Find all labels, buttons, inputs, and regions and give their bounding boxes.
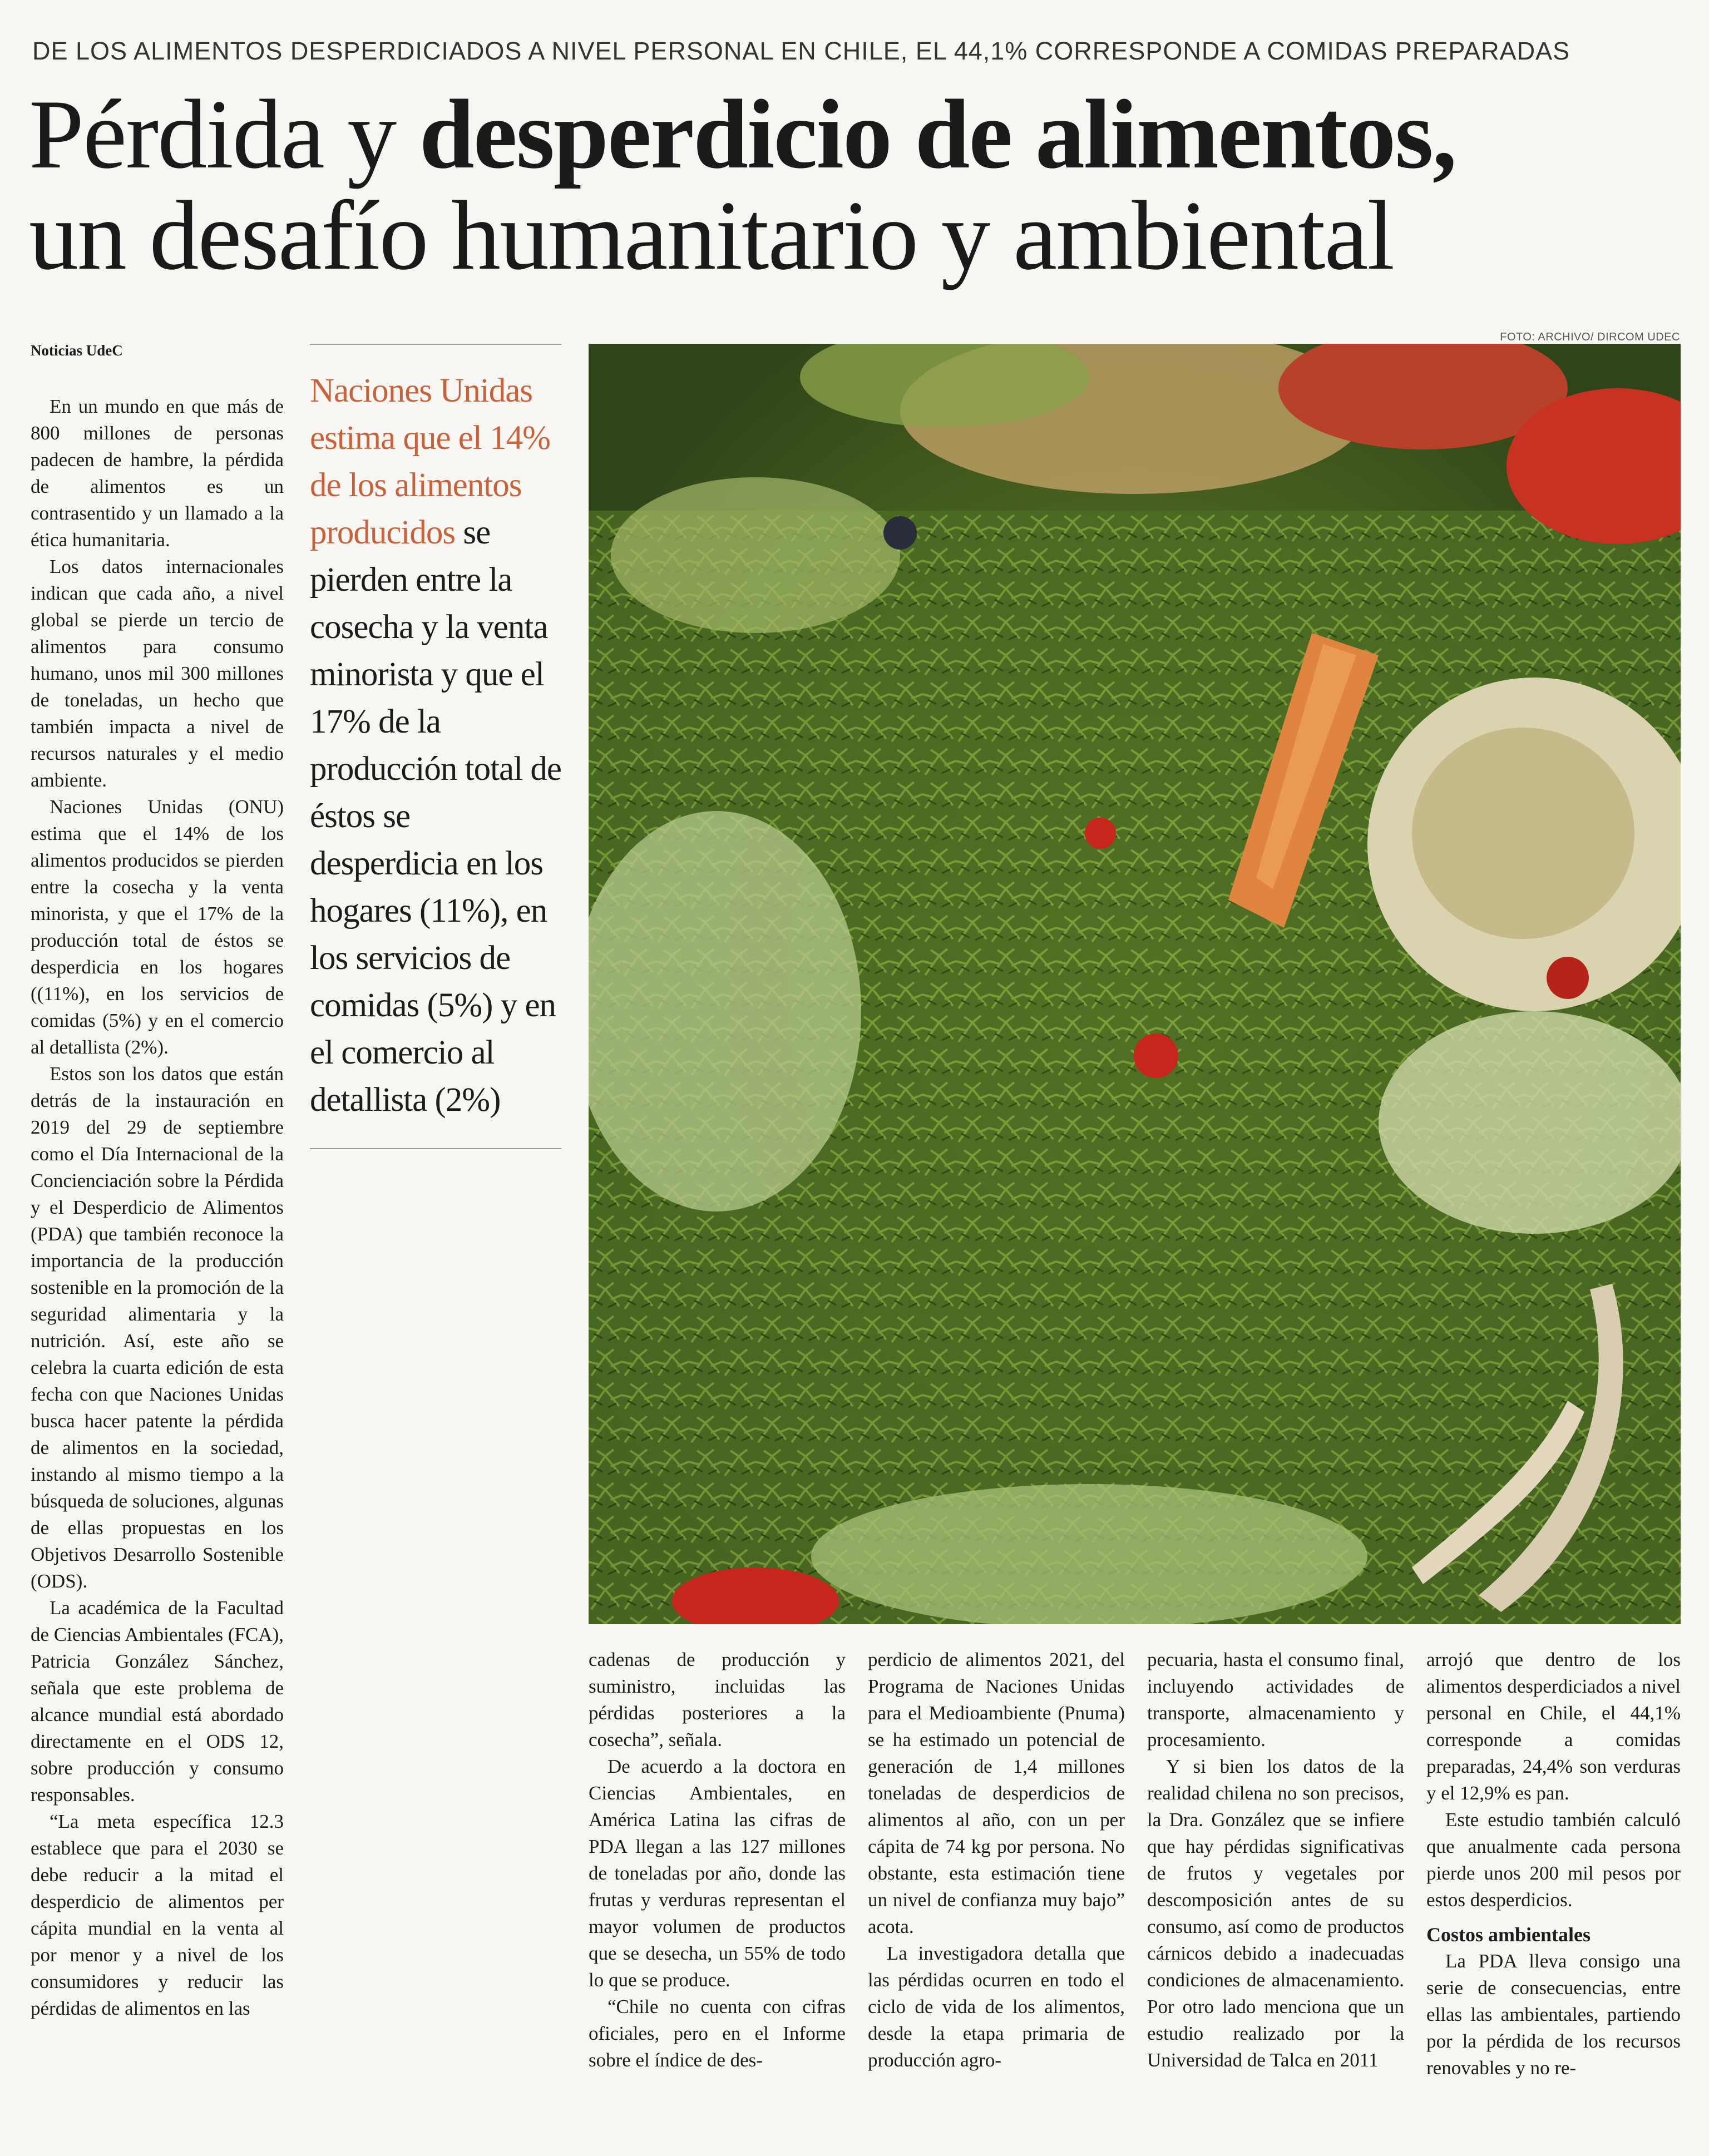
paragraph: cadenas de producción y suministro, incluidas las pérdidas posteriores a la cosecha”, señala.: [589, 1649, 846, 1750]
paragraph: La académica de la Facultad de Ciencias Ambientales (FCA), Patricia González Sánchez, señala que este problema de alcance mundial está abordado directamente en el ODS 12, sobre producción y consumo responsables.: [31, 1597, 284, 1806]
article-column-left: [31, 393, 284, 2134]
paragraph: En un mundo en que más de 800 millones de personas padecen de hambre, la pérdida de alimentos es un contrasentido y un llamado a la ética humanitaria.: [31, 395, 284, 551]
paragraph: Los datos internacionales indican que cada año, a nivel global se pierde un tercio de alimentos para consumo humano, unos mil 300 millones de toneladas, un hecho que también impacta a nivel de recursos naturales y el medio ambiente.: [31, 556, 284, 791]
paragraph: De acuerdo a la doctora en Ciencias Ambientales, en América Latina las cifras de PDA llegan a las 127 millones de toneladas por año, donde las frutas y verduras representan el mayor volumen de productos que se desecha, un 55% de todo lo que se produce.: [589, 1756, 846, 1991]
photo-credit: FOTO: ARCHIVO/ DIRCOM UDEC: [1500, 331, 1680, 343]
paragraph: Naciones Unidas (ONU) estima que el 14% de los alimentos producidos se pierden entre la cosecha y la venta minorista, y que el 17% de la producción total de éstos se desperdicia en los hogares ((11%), en los servicios de comidas (5%) y en el comercio al detallista (2%).: [31, 796, 284, 1058]
paragraph: “Chile no cuenta con cifras oficiales, pero en el Informe sobre el índice de des-: [589, 1996, 846, 2071]
byline: Noticias UdeC: [31, 342, 123, 359]
food-waste-photo: [589, 344, 1681, 1624]
article-column-bottom-1: [589, 1646, 846, 2136]
paragraph: Y si bien los datos de la realidad chilena no son precisos, la Dra. González que se infiere que hay pérdidas significativas de frutos y vegetales por descomposición antes de su consumo, así como de productos cárnicos debido a inadecuadas condiciones de almacenamiento. Por otro lado menciona que un estudio realizado por la Universidad de Talca en 2011: [1147, 1756, 1404, 2071]
kicker: DE LOS ALIMENTOS DESPERDICIADOS A NIVEL PERSONAL EN CHILE, EL 44,1% CORRESPONDE A COMIDAS PREPARADAS: [32, 37, 1570, 65]
paragraph: La investigadora detalla que las pérdidas ocurren en todo el ciclo de vida de los alimentos, desde la etapa primaria de producción agro-: [868, 1942, 1125, 2071]
pullquote: [310, 344, 561, 1149]
paragraph: perdicio de alimentos 2021, del Programa de Naciones Unidas para el Medioambiente (Pnuma) se ha estimado un potencial de generación de 1,4 millones toneladas de desperdicios de alimentos al año, con un per cápita de 74 kg por persona. No obstante, esta estimación tiene un nivel de confianza muy bajo” acota.: [868, 1649, 1125, 1937]
paragraph: La PDA lleva consigo una serie de consecuencias, entre ellas las ambientales, partiendo por la pérdida de los recursos renovables y no re-: [1426, 1950, 1681, 2079]
article-column-bottom-2: [868, 1646, 1125, 2136]
pullquote-rest: se pierden entre la cosecha y la venta minorista y que el 17% de la producción total de éstos se desperdicia en los hogares (11%), en los servicios de comidas (5%) y en el comercio al detallista (2%): [310, 514, 561, 1119]
paragraph: Estos son los datos que están detrás de la instauración en 2019 del 29 de septiembre como el Día Internacional de la Concienciación sobre la Pérdida y el Desperdicio de Alimentos (PDA) que también reconoce la importancia de la producción sostenible en la promoción de la seguridad alimentaria y la nutrición. Así, este año se celebra la cuarta edición de esta fecha con que Naciones Unidas busca hacer patente la pérdida de alimentos en la sociedad, instando al mismo tiempo a la búsqueda de soluciones, algunas de ellas propuestas en los Objetivos Desarrollo Sostenible (ODS).: [31, 1063, 284, 1592]
headline-line2: un desafío humanitario y ambiental: [29, 180, 1394, 290]
headline: [29, 79, 1687, 290]
subheading: Costos ambientales: [1426, 1923, 1591, 1946]
paragraph: arrojó que dentro de los alimentos desperdiciados a nivel personal en Chile, el 44,1% corresponde a comidas preparadas, 24,4% son verduras y el 12,9% es pan.: [1426, 1649, 1681, 1804]
pullquote-accent: Naciones Unidas estima que el 14% de los alimentos producidos: [310, 372, 550, 551]
paragraph: Este estudio también calculó que anualmente cada persona pierde unos 200 mil pesos por estos desperdicios.: [1426, 1809, 1681, 1911]
paragraph: “La meta específica 12.3 establece que para el 2030 se debe reducir a la mitad el desperdicio de alimentos per cápita mundial en la venta al por menor y a nivel de los consumidores y reducir las pérdidas de alimentos en las: [31, 1811, 284, 2019]
food-waste-illustration: [589, 344, 1681, 1624]
headline-bold: desperdicio de alimentos,: [419, 79, 1456, 189]
article-column-bottom-4: [1426, 1646, 1681, 2136]
article-column-bottom-3: [1147, 1646, 1404, 2136]
headline-part1: Pérdida y: [29, 79, 419, 189]
paragraph: pecuaria, hasta el consumo final, incluyendo actividades de transporte, almacenamiento y procesamiento.: [1147, 1649, 1404, 1750]
